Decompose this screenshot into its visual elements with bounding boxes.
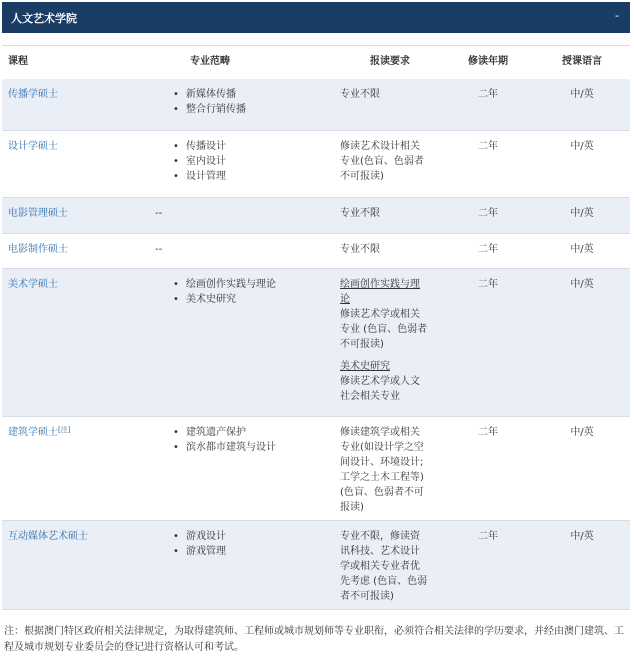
scope-empty: -- xyxy=(155,208,163,219)
course-link[interactable]: 美术学硕士 xyxy=(8,279,58,290)
scope-list xyxy=(155,139,325,184)
scope-item: • 绘画创作实践与理论 xyxy=(155,277,325,292)
table-row xyxy=(2,521,630,610)
scope-item: • 游戏设计 xyxy=(155,529,325,544)
duration-value: 二年 xyxy=(478,279,498,290)
scope-item: • 滨水都市建筑与设计 xyxy=(155,440,325,455)
course-link[interactable]: 传播学硕士 xyxy=(8,89,58,100)
requirement-text: 修读艺术设计相关 专业(色盲、色弱者 不可报读) xyxy=(340,141,424,182)
requirement-subheading: 美术史研究 xyxy=(340,361,390,372)
language-value: 中/英 xyxy=(570,244,594,255)
scope-item: • 设计管理 xyxy=(155,169,325,184)
scope-list xyxy=(155,277,325,307)
scope-list xyxy=(155,425,325,455)
requirement-text: 专业不限 xyxy=(340,89,380,100)
table-row xyxy=(2,198,630,234)
scope-item: • 新媒体传播 xyxy=(155,87,325,102)
language-value: 中/英 xyxy=(570,427,594,438)
scope-item: • 室内设计 xyxy=(155,154,325,169)
table-row xyxy=(2,131,630,198)
scope-item: • 整合行销传播 xyxy=(155,102,325,117)
column-header-duration: 修读年期 xyxy=(468,56,508,67)
scope-item: • 游戏管理 xyxy=(155,544,325,559)
footnote-marker[interactable]: [注] xyxy=(58,426,71,434)
course-cell xyxy=(8,425,148,440)
column-header-scope: 专业范畴 xyxy=(190,56,230,67)
column-header-course: 课程 xyxy=(8,56,28,67)
language-value: 中/英 xyxy=(570,89,594,100)
course-link[interactable]: 电影制作硕士 xyxy=(8,244,68,255)
duration-value: 二年 xyxy=(478,244,498,255)
requirement-text: 专业不限，修读资 讯科技、艺术设计 学或相关专业者优 先考虑 (色盲、色弱 者不可报读) xyxy=(340,531,428,602)
duration-value: 二年 xyxy=(478,141,498,152)
footnote-text: 注：根据澳门特区政府相关法律规定，为取得建筑师、工程师或城市规划师等专业职衔，必须符合相关法律的学历要求，并经由澳门建筑、工程及城市规划专业委员会的登记进行资格认可和考试。 xyxy=(4,626,624,653)
collapse-toggle[interactable]: - xyxy=(615,9,619,22)
scope-item: • 美术史研究 xyxy=(155,292,325,307)
column-header-language: 授课语言 xyxy=(562,56,602,67)
duration-value: 二年 xyxy=(478,531,498,542)
table-header-row xyxy=(2,45,630,80)
section-header[interactable] xyxy=(2,2,630,33)
scope-item: • 传播设计 xyxy=(155,139,325,154)
course-link[interactable]: 建筑学硕士 xyxy=(8,427,58,438)
column-header-requirement: 报读要求 xyxy=(370,56,410,67)
language-value: 中/英 xyxy=(570,208,594,219)
course-link[interactable]: 设计学硕士 xyxy=(8,141,58,152)
requirement-subheading: 论 xyxy=(340,294,350,305)
requirement-text: 专业不限 xyxy=(340,208,380,219)
scope-list xyxy=(155,529,325,559)
table-row xyxy=(2,417,630,521)
course-link[interactable]: 电影管理硕士 xyxy=(8,208,68,219)
scope-item: • 建筑遗产保护 xyxy=(155,425,325,440)
language-value: 中/英 xyxy=(570,141,594,152)
language-value: 中/英 xyxy=(570,531,594,542)
duration-value: 二年 xyxy=(478,208,498,219)
requirement-subheading: 绘画创作实践与理 xyxy=(340,279,420,290)
scope-empty: -- xyxy=(155,244,163,255)
section-title: 人文艺术学院 xyxy=(11,12,77,25)
duration-value: 二年 xyxy=(478,427,498,438)
requirement-text: 修读建筑学或相关 专业(如设计学之空 间设计、环境设计; 工学之土木工程等) (色盲、色弱者不可 报读) xyxy=(340,427,424,513)
requirement-text: 绘画创作实践与理 论 修读艺术学或相关 专业 (色盲、色弱者 不可报读) 美术史研究 修读艺术学或人文 社会相关专业 xyxy=(340,277,440,404)
course-link[interactable]: 互动媒体艺术硕士 xyxy=(8,531,88,542)
scope-list xyxy=(155,87,325,117)
table-row xyxy=(2,234,630,269)
table-row xyxy=(2,269,630,417)
table-row xyxy=(2,79,630,131)
requirement-text: 专业不限 xyxy=(340,244,380,255)
duration-value: 二年 xyxy=(478,89,498,100)
language-value: 中/英 xyxy=(570,279,594,290)
